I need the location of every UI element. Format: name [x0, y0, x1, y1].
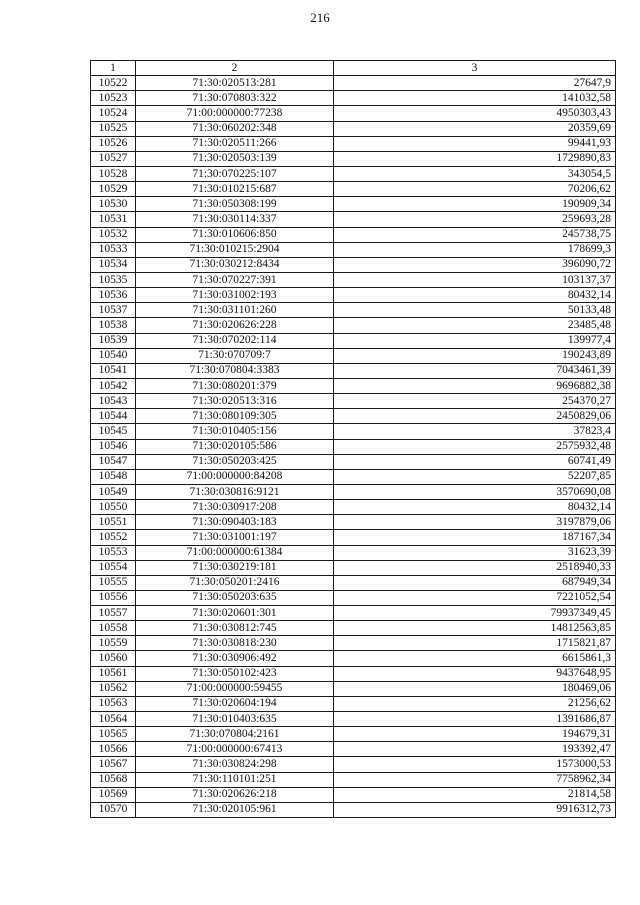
value-cell: 396090,72 — [334, 257, 616, 272]
cadastral-number-cell: 71:30:030114:337 — [136, 212, 334, 227]
value-cell: 1729890,83 — [334, 151, 616, 166]
cadastral-number-cell: 71:30:020626:218 — [136, 787, 334, 802]
cadastral-number-cell: 71:30:070202:114 — [136, 333, 334, 348]
table-row — [91, 515, 616, 530]
value-cell: 193392,47 — [334, 742, 616, 757]
row-number-cell: 10549 — [91, 484, 136, 499]
table-row — [91, 212, 616, 227]
row-number-cell: 10561 — [91, 666, 136, 681]
cadastral-number-cell: 71:30:110101:251 — [136, 772, 334, 787]
table-row — [91, 197, 616, 212]
row-number-cell: 10524 — [91, 106, 136, 121]
column-header-2: 2 — [136, 61, 334, 76]
cadastral-number-cell: 71:30:080201:379 — [136, 378, 334, 393]
table-row — [91, 560, 616, 575]
row-number-cell: 10537 — [91, 303, 136, 318]
table-row — [91, 469, 616, 484]
value-cell: 180469,06 — [334, 681, 616, 696]
column-header-3: 3 — [334, 61, 616, 76]
value-cell: 27647,9 — [334, 76, 616, 91]
cadastral-number-cell: 71:30:020513:281 — [136, 76, 334, 91]
value-cell: 9696882,38 — [334, 378, 616, 393]
value-cell: 2518940,33 — [334, 560, 616, 575]
row-number-cell: 10547 — [91, 454, 136, 469]
value-cell: 1573000,53 — [334, 757, 616, 772]
row-number-cell: 10555 — [91, 575, 136, 590]
cadastral-number-cell: 71:30:010215:2904 — [136, 242, 334, 257]
value-cell: 37823,4 — [334, 424, 616, 439]
row-number-cell: 10568 — [91, 772, 136, 787]
value-cell: 20359,69 — [334, 121, 616, 136]
table-row — [91, 742, 616, 757]
value-cell: 343054,5 — [334, 166, 616, 181]
value-cell: 187167,34 — [334, 530, 616, 545]
row-number-cell: 10546 — [91, 439, 136, 454]
table-row — [91, 727, 616, 742]
table-row — [91, 530, 616, 545]
table-row — [91, 712, 616, 727]
cadastral-number-cell: 71:30:010215:687 — [136, 182, 334, 197]
cadastral-number-cell: 71:30:020604:194 — [136, 696, 334, 711]
value-cell: 259693,28 — [334, 212, 616, 227]
value-cell: 21256,62 — [334, 696, 616, 711]
table-header-row — [91, 61, 616, 76]
row-number-cell: 10551 — [91, 515, 136, 530]
value-cell: 7758962,34 — [334, 772, 616, 787]
value-cell: 194679,31 — [334, 727, 616, 742]
cadastral-number-cell: 71:30:030917:208 — [136, 500, 334, 515]
cadastral-number-cell: 71:00:000000:84208 — [136, 469, 334, 484]
row-number-cell: 10560 — [91, 651, 136, 666]
value-cell: 50133,48 — [334, 303, 616, 318]
row-number-cell: 10563 — [91, 696, 136, 711]
value-cell: 245738,75 — [334, 227, 616, 242]
table-row — [91, 590, 616, 605]
value-cell: 3197879,06 — [334, 515, 616, 530]
cadastral-number-cell: 71:30:020601:301 — [136, 606, 334, 621]
cadastral-number-cell: 71:30:050203:635 — [136, 590, 334, 605]
cadastral-number-cell: 71:30:030812:745 — [136, 621, 334, 636]
value-cell: 1715821,87 — [334, 636, 616, 651]
table-row — [91, 606, 616, 621]
value-cell: 1391686,87 — [334, 712, 616, 727]
cadastral-number-cell: 71:30:030212:8434 — [136, 257, 334, 272]
row-number-cell: 10535 — [91, 272, 136, 287]
value-cell: 254370,27 — [334, 394, 616, 409]
row-number-cell: 10530 — [91, 197, 136, 212]
row-number-cell: 10522 — [91, 76, 136, 91]
table-row — [91, 575, 616, 590]
cadastral-number-cell: 71:00:000000:59455 — [136, 681, 334, 696]
cadastral-number-cell: 71:30:070227:391 — [136, 272, 334, 287]
table-row — [91, 409, 616, 424]
row-number-cell: 10527 — [91, 151, 136, 166]
value-cell: 80432,14 — [334, 500, 616, 515]
row-number-cell: 10523 — [91, 91, 136, 106]
table-row — [91, 76, 616, 91]
cadastral-number-cell: 71:30:070803:322 — [136, 91, 334, 106]
cadastral-number-cell: 71:30:030219:181 — [136, 560, 334, 575]
value-cell: 7043461,39 — [334, 363, 616, 378]
row-number-cell: 10528 — [91, 166, 136, 181]
row-number-cell: 10566 — [91, 742, 136, 757]
table-row — [91, 272, 616, 287]
value-cell: 31623,39 — [334, 545, 616, 560]
table-row — [91, 288, 616, 303]
value-cell: 2575932,48 — [334, 439, 616, 454]
table-row — [91, 136, 616, 151]
cadastral-number-cell: 71:30:031101:260 — [136, 303, 334, 318]
value-cell: 3570690,08 — [334, 484, 616, 499]
table-row — [91, 166, 616, 181]
row-number-cell: 10540 — [91, 348, 136, 363]
value-cell: 9437648,95 — [334, 666, 616, 681]
table-row — [91, 681, 616, 696]
table-row — [91, 545, 616, 560]
row-number-cell: 10559 — [91, 636, 136, 651]
table-row — [91, 500, 616, 515]
row-number-cell: 10562 — [91, 681, 136, 696]
table-row — [91, 454, 616, 469]
table-row — [91, 106, 616, 121]
cadastral-number-cell: 71:30:050203:425 — [136, 454, 334, 469]
row-number-cell: 10552 — [91, 530, 136, 545]
table-row — [91, 636, 616, 651]
value-cell: 14812563,85 — [334, 621, 616, 636]
cadastral-number-cell: 71:30:070225:107 — [136, 166, 334, 181]
cadastral-number-cell: 71:30:020105:961 — [136, 802, 334, 817]
table-row — [91, 363, 616, 378]
table-row — [91, 378, 616, 393]
row-number-cell: 10532 — [91, 227, 136, 242]
column-header-1: 1 — [91, 61, 136, 76]
value-cell: 21814,58 — [334, 787, 616, 802]
value-cell: 103137,37 — [334, 272, 616, 287]
table-row — [91, 651, 616, 666]
row-number-cell: 10564 — [91, 712, 136, 727]
table-row — [91, 333, 616, 348]
cadastral-number-cell: 71:30:010405:156 — [136, 424, 334, 439]
table-row — [91, 439, 616, 454]
table-row — [91, 394, 616, 409]
cadastral-number-cell: 71:30:031002:193 — [136, 288, 334, 303]
cadastral-number-cell: 71:30:020513:316 — [136, 394, 334, 409]
row-number-cell: 10534 — [91, 257, 136, 272]
row-number-cell: 10565 — [91, 727, 136, 742]
table-body — [91, 76, 616, 818]
value-cell: 9916312,73 — [334, 802, 616, 817]
registry-table — [90, 60, 616, 818]
cadastral-number-cell: 71:30:060202:348 — [136, 121, 334, 136]
cadastral-number-cell: 71:30:030816:9121 — [136, 484, 334, 499]
table-row — [91, 802, 616, 817]
value-cell: 60741,49 — [334, 454, 616, 469]
value-cell: 52207,85 — [334, 469, 616, 484]
cadastral-number-cell: 71:30:010606:850 — [136, 227, 334, 242]
table-row — [91, 696, 616, 711]
table-row — [91, 484, 616, 499]
row-number-cell: 10567 — [91, 757, 136, 772]
cadastral-number-cell: 71:30:031001:197 — [136, 530, 334, 545]
row-number-cell: 10545 — [91, 424, 136, 439]
value-cell: 7221052,54 — [334, 590, 616, 605]
row-number-cell: 10553 — [91, 545, 136, 560]
row-number-cell: 10541 — [91, 363, 136, 378]
value-cell: 80432,14 — [334, 288, 616, 303]
value-cell: 99441,93 — [334, 136, 616, 151]
cadastral-number-cell: 71:00:000000:67413 — [136, 742, 334, 757]
table-row — [91, 121, 616, 136]
row-number-cell: 10525 — [91, 121, 136, 136]
row-number-cell: 10526 — [91, 136, 136, 151]
cadastral-number-cell: 71:30:020503:139 — [136, 151, 334, 166]
table-row — [91, 621, 616, 636]
page-number: 216 — [310, 10, 330, 25]
cadastral-number-cell: 71:30:070709:7 — [136, 348, 334, 363]
value-cell: 687949,34 — [334, 575, 616, 590]
row-number-cell: 10529 — [91, 182, 136, 197]
value-cell: 139977,4 — [334, 333, 616, 348]
cadastral-number-cell: 71:30:050102:423 — [136, 666, 334, 681]
value-cell: 190243,89 — [334, 348, 616, 363]
row-number-cell: 10557 — [91, 606, 136, 621]
value-cell: 23485,48 — [334, 318, 616, 333]
value-cell: 4950303,43 — [334, 106, 616, 121]
table-row — [91, 757, 616, 772]
row-number-cell: 10548 — [91, 469, 136, 484]
value-cell: 70206,62 — [334, 182, 616, 197]
table-row — [91, 424, 616, 439]
table-row — [91, 151, 616, 166]
row-number-cell: 10558 — [91, 621, 136, 636]
table-row — [91, 666, 616, 681]
table-row — [91, 787, 616, 802]
cadastral-number-cell: 71:30:020511:266 — [136, 136, 334, 151]
row-number-cell: 10543 — [91, 394, 136, 409]
cadastral-number-cell: 71:30:030824:298 — [136, 757, 334, 772]
row-number-cell: 10570 — [91, 802, 136, 817]
row-number-cell: 10539 — [91, 333, 136, 348]
value-cell: 6615861,3 — [334, 651, 616, 666]
row-number-cell: 10550 — [91, 500, 136, 515]
row-number-cell: 10554 — [91, 560, 136, 575]
cadastral-number-cell: 71:30:070804:2161 — [136, 727, 334, 742]
table-row — [91, 91, 616, 106]
cadastral-number-cell: 71:30:030818:230 — [136, 636, 334, 651]
table-row — [91, 303, 616, 318]
row-number-cell: 10531 — [91, 212, 136, 227]
table-row — [91, 182, 616, 197]
row-number-cell: 10542 — [91, 378, 136, 393]
value-cell: 178699,3 — [334, 242, 616, 257]
cadastral-number-cell: 71:00:000000:77238 — [136, 106, 334, 121]
cadastral-number-cell: 71:30:020626:228 — [136, 318, 334, 333]
cadastral-number-cell: 71:30:010403:635 — [136, 712, 334, 727]
cadastral-number-cell: 71:30:070804:3383 — [136, 363, 334, 378]
value-cell: 79937349,45 — [334, 606, 616, 621]
value-cell: 2450829,06 — [334, 409, 616, 424]
table-row — [91, 348, 616, 363]
table-row — [91, 318, 616, 333]
cadastral-number-cell: 71:30:090403:183 — [136, 515, 334, 530]
cadastral-number-cell: 71:30:050308:199 — [136, 197, 334, 212]
table-row — [91, 227, 616, 242]
cadastral-number-cell: 71:30:080109:305 — [136, 409, 334, 424]
row-number-cell: 10544 — [91, 409, 136, 424]
row-number-cell: 10569 — [91, 787, 136, 802]
value-cell: 190909,34 — [334, 197, 616, 212]
value-cell: 141032,58 — [334, 91, 616, 106]
cadastral-number-cell: 71:00:000000:61384 — [136, 545, 334, 560]
cadastral-number-cell: 71:30:020105:586 — [136, 439, 334, 454]
row-number-cell: 10533 — [91, 242, 136, 257]
table-row — [91, 257, 616, 272]
row-number-cell: 10536 — [91, 288, 136, 303]
table-row — [91, 772, 616, 787]
row-number-cell: 10556 — [91, 590, 136, 605]
table-row — [91, 242, 616, 257]
cadastral-number-cell: 71:30:050201:2416 — [136, 575, 334, 590]
cadastral-number-cell: 71:30:030906:492 — [136, 651, 334, 666]
row-number-cell: 10538 — [91, 318, 136, 333]
